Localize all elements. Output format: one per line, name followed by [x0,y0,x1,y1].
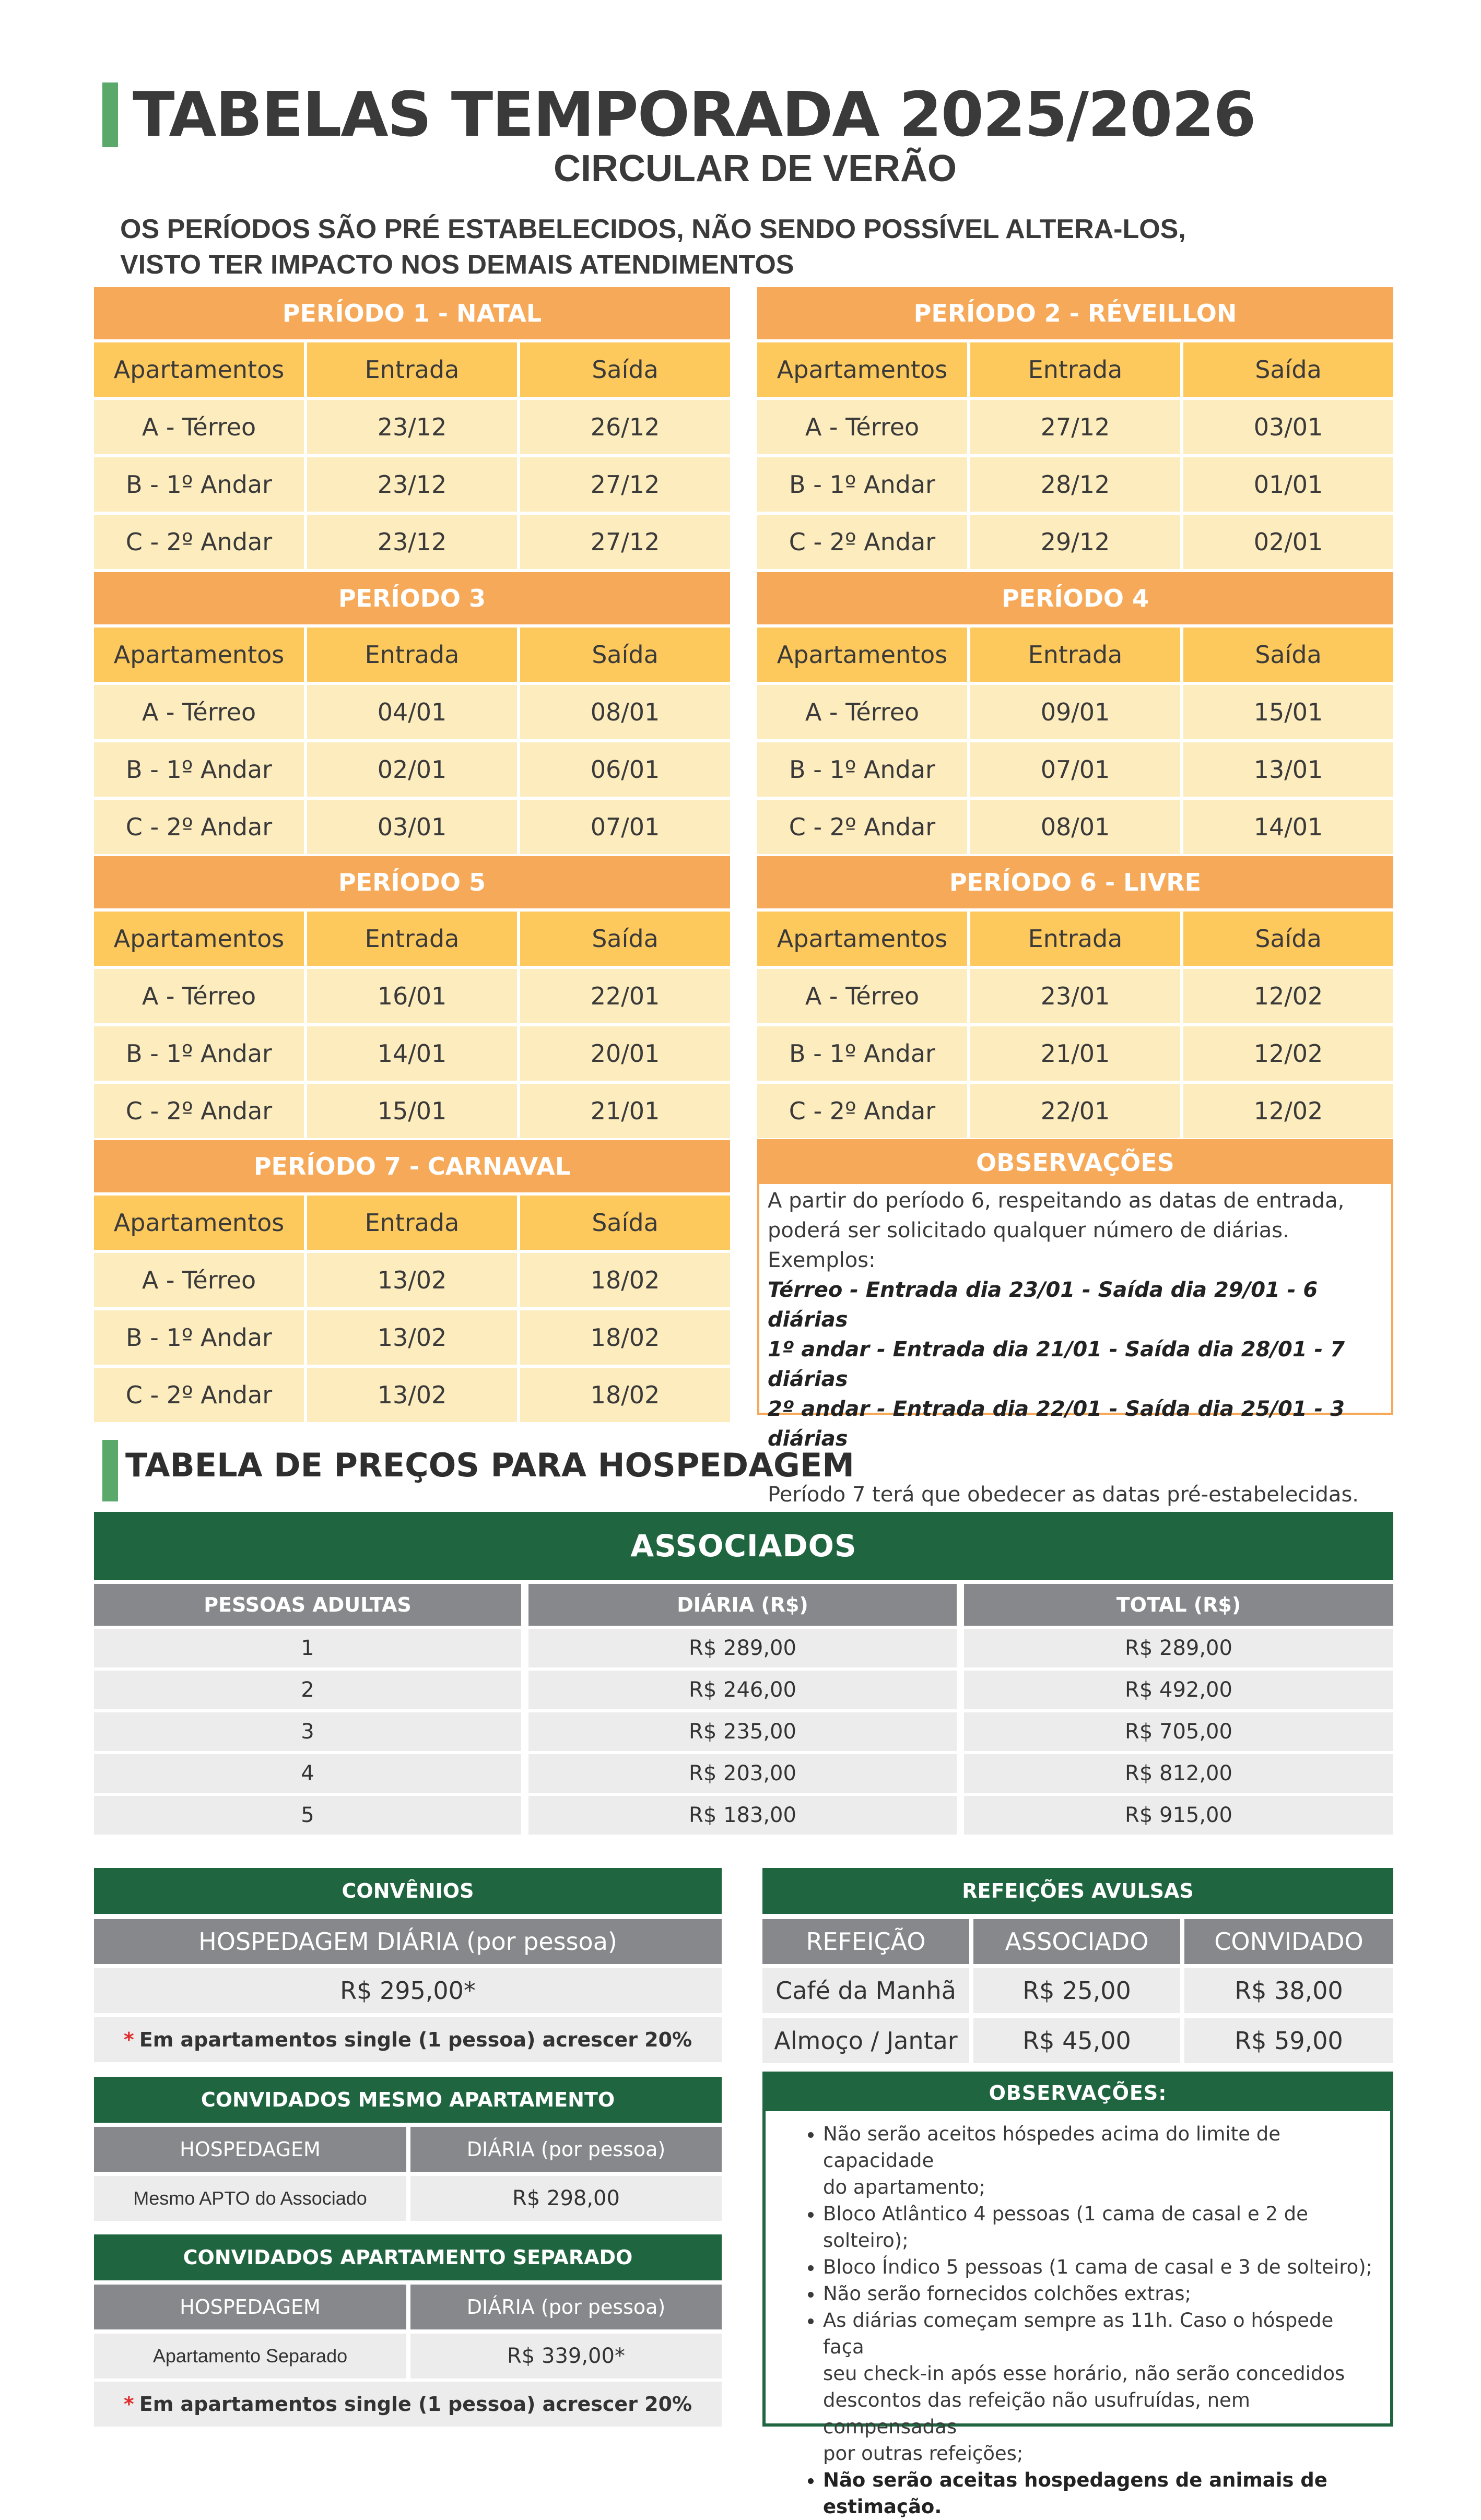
period-cell: 20/01 [520,1026,730,1081]
period-cell: A - Térreo [757,969,967,1023]
period-cell: A - Térreo [94,400,304,454]
observation-line: • Não serão aceitos hóspedes acima do limite de capacidade [823,2123,1281,2172]
period-column-header: Entrada [307,628,517,682]
periods-notice [120,211,1373,282]
period-cell: 14/01 [1183,800,1393,854]
observation-line: por outras refeições; [823,2442,1024,2465]
period-cell: B - 1º Andar [94,1026,304,1081]
period-row [757,1084,1393,1138]
period-column-header: Entrada [307,1196,517,1250]
period-table-3 [94,572,730,854]
period-column-header: Saída [1183,628,1393,682]
period-cell: 27/12 [520,515,730,569]
period-cell: B - 1º Andar [757,742,967,797]
period-row [94,1026,730,1081]
observation-line: • Bloco Índico 5 pessoas (1 cama de casal e 3 de solteiro); [823,2256,1373,2278]
period-cell: A - Térreo [757,685,967,739]
period-table-7 [94,1140,730,1422]
period-cell: C - 2º Andar [94,1084,304,1138]
associados-col-total: TOTAL (R$) [964,1584,1393,1626]
period-cell: 04/01 [307,685,517,739]
period-cell: 12/02 [1183,969,1393,1023]
period-row [757,969,1393,1023]
period-row [94,800,730,854]
period-column-header: Saída [520,1196,730,1250]
observation-line: do apartamento; [823,2176,985,2198]
obs-line: A partir do período 6, respeitando as datas de entrada, [768,1189,1345,1213]
period-cell: 23/12 [307,515,517,569]
period-cell: 29/12 [970,515,1180,569]
convidados-mesmo-diaria: R$ 298,00 [410,2176,722,2221]
refeicoes-cell: Café da Manhã [762,1968,969,2013]
period-cell: 18/02 [520,1368,730,1422]
period-header-row [94,628,730,682]
price-observations-list [766,2121,1390,2520]
associados-cell: R$ 705,00 [964,1712,1393,1751]
refeicoes-col-associado: ASSOCIADO [973,1919,1180,1964]
period-cell: 12/02 [1183,1084,1393,1138]
period-cell: C - 2º Andar [757,800,967,854]
period-column-header: Saída [520,628,730,682]
period-cell: A - Térreo [94,969,304,1023]
associados-cell: 3 [94,1712,521,1751]
obs-line: Período 7 terá que obedecer as datas pré-estabelecidas. [768,1483,1359,1507]
period-cell: 23/12 [307,457,517,512]
period-cell: 01/01 [1183,457,1393,512]
refeicoes-cell: R$ 45,00 [973,2018,1180,2063]
period-row [757,400,1393,454]
title-accent-bar [102,82,118,147]
period-cell: 21/01 [970,1026,1180,1081]
period-cell: 15/01 [1183,685,1393,739]
refeicoes-cell: Almoço / Jantar [762,2018,969,2063]
period-row [757,1026,1393,1081]
period-cell: B - 1º Andar [94,457,304,512]
period-cell: 15/01 [307,1084,517,1138]
period-cell: C - 2º Andar [757,1084,967,1138]
associados-cell: R$ 235,00 [528,1712,957,1751]
period-cell: 03/01 [1183,400,1393,454]
asterisk: * [123,2393,134,2416]
price-section-title: TABELA DE PREÇOS PARA HOSPEDAGEM [125,1446,854,1484]
associados-cell: R$ 246,00 [528,1671,957,1709]
period-cell: 13/01 [1183,742,1393,797]
period-cell: 21/01 [520,1084,730,1138]
period-cell: 28/12 [970,457,1180,512]
period-header-row [757,912,1393,966]
period-cell: 02/01 [307,742,517,797]
period-cell: C - 2º Andar [94,800,304,854]
convenios-note-text: Em apartamentos single (1 pessoa) acrescer 20% [139,2028,692,2051]
period-header-row [94,342,730,397]
period-row [94,742,730,797]
observation-line: • Não serão fornecidos colchões extras; [823,2282,1191,2305]
associados-cell: 4 [94,1754,521,1793]
associados-col-pessoas: PESSOAS ADULTAS [94,1584,521,1626]
period-column-header: Saída [1183,342,1393,397]
associados-col-diaria: DIÁRIA (R$) [528,1584,957,1626]
period-cell: 22/01 [970,1084,1180,1138]
period-column-header: Apartamentos [757,912,967,966]
period-cell: C - 2º Andar [94,1368,304,1422]
observation-item [823,2200,1374,2254]
refeicoes-col-refeicao: REFEIÇÃO [762,1919,969,1964]
convidados-mesmo-col-hospedagem: HOSPEDAGEM [94,2127,406,2172]
period-cell: B - 1º Andar [757,1026,967,1081]
convenios-note [94,2017,722,2062]
notice-line-1: OS PERÍODOS SÃO PRÉ ESTABELECIDOS, NÃO SENDO POSSÍVEL ALTERA-LOS, [120,214,1186,244]
observation-line: • Bloco Atlântico 4 pessoas (1 cama de casal e 2 de solteiro); [823,2203,1308,2252]
period-cell: 12/02 [1183,1026,1393,1081]
period-title: PERÍODO 2 - RÉVEILLON [757,287,1393,339]
period-row [94,969,730,1023]
obs-example: 2º andar - Entrada dia 22/01 - Saída dia 25/01 - 3 diárias [768,1397,1345,1451]
period-row [94,515,730,569]
period-cell: 09/01 [970,685,1180,739]
refeicoes-cell: R$ 38,00 [1184,1968,1393,2013]
period-cell: C - 2º Andar [94,515,304,569]
observation-line: descontos das refeição não usufruídas, nem compensadas [823,2389,1250,2438]
obs-line: Exemplos: [768,1248,876,1272]
associados-cell: R$ 289,00 [528,1629,957,1667]
period-cell: 27/12 [970,400,1180,454]
associados-cell: R$ 812,00 [964,1754,1393,1793]
period-header-row [757,628,1393,682]
refeicoes-title: REFEIÇÕES AVULSAS [762,1868,1393,1914]
period-title: PERÍODO 5 [94,856,730,908]
period-cell: 06/01 [520,742,730,797]
observation-item [823,2307,1374,2467]
period-cell: B - 1º Andar [757,457,967,512]
periods-observations [757,1139,1393,1507]
period-column-header: Entrada [970,912,1180,966]
period-row [757,742,1393,797]
period-title: PERÍODO 6 - LIVRE [757,856,1393,908]
period-header-row [94,1196,730,1250]
period-cell: 26/12 [520,400,730,454]
period-cell: 13/02 [307,1310,517,1365]
notice-line-2: VISTO TER IMPACTO NOS DEMAIS ATENDIMENTOS [120,250,794,280]
period-cell: 02/01 [1183,515,1393,569]
period-cell: 08/01 [520,685,730,739]
period-cell: B - 1º Andar [94,742,304,797]
convenios-value: R$ 295,00* [94,1968,722,2013]
period-cell: 18/02 [520,1253,730,1307]
observation-line: • Não serão aceitas hospedagens de animais de [823,2469,1327,2491]
period-column-header: Entrada [970,628,1180,682]
observation-item [823,2280,1374,2307]
observation-item-bold [823,2467,1374,2520]
period-table-1 [94,287,730,569]
period-title: PERÍODO 3 [94,572,730,624]
period-cell: 08/01 [970,800,1180,854]
associados-title: ASSOCIADOS [94,1512,1393,1580]
period-header-row [757,342,1393,397]
price-observations-title: OBSERVAÇÕES: [766,2075,1390,2111]
period-cell: 13/02 [307,1253,517,1307]
convidados-separado-title: CONVIDADOS APARTAMENTO SEPARADO [94,2234,722,2280]
obs-example: 1º andar - Entrada dia 21/01 - Saída dia 28/01 - 7 diárias [768,1338,1345,1391]
period-cell: 16/01 [307,969,517,1023]
period-column-header: Apartamentos [94,342,304,397]
associados-cell: R$ 289,00 [964,1629,1393,1667]
convidados-separado-diaria: R$ 339,00* [410,2334,722,2379]
convidados-mesmo-col-diaria: DIÁRIA (por pessoa) [410,2127,722,2172]
refeicoes-cell: R$ 59,00 [1184,2018,1393,2063]
period-title: PERÍODO 7 - CARNAVAL [94,1140,730,1192]
period-row [94,1310,730,1365]
page-title: TABELAS TEMPORADA 2025/2026 [133,78,1255,150]
refeicoes-cell: R$ 25,00 [973,1968,1180,2013]
associados-cell: 5 [94,1796,521,1835]
refeicoes-col-convidado: CONVIDADO [1184,1919,1393,1964]
associados-cell: R$ 492,00 [964,1671,1393,1709]
period-title: PERÍODO 1 - NATAL [94,287,730,339]
asterisk: * [123,2028,134,2051]
period-cell: A - Térreo [94,685,304,739]
period-row [757,515,1393,569]
period-table-5 [94,856,730,1138]
period-column-header: Apartamentos [94,1196,304,1250]
period-row [757,457,1393,512]
period-table-2 [757,287,1393,569]
convenios-header: HOSPEDAGEM DIÁRIA (por pessoa) [94,1919,722,1964]
associados-cell: R$ 203,00 [528,1754,957,1793]
period-table-4 [757,572,1393,854]
observation-line: seu check-in após esse horário, não serão concedidos [823,2362,1345,2385]
period-column-header: Apartamentos [94,628,304,682]
convidados-mesmo-title: CONVIDADOS MESMO APARTAMENTO [94,2077,722,2123]
period-row [94,1084,730,1138]
periods-observations-title: OBSERVAÇÕES [759,1141,1391,1184]
page-subtitle: CIRCULAR DE VERÃO [554,148,957,190]
period-cell: A - Térreo [94,1253,304,1307]
period-row [94,400,730,454]
convidados-separado-note [94,2382,722,2427]
associados-cell: 1 [94,1629,521,1667]
period-row [94,1368,730,1422]
period-cell: C - 2º Andar [757,515,967,569]
convidados-separado-hospedagem: Apartamento Separado [94,2334,406,2379]
convidados-separado-col-diaria: DIÁRIA (por pessoa) [410,2285,722,2329]
observation-item [823,2254,1374,2280]
convidados-separado-col-hospedagem: HOSPEDAGEM [94,2285,406,2329]
period-row [94,685,730,739]
observation-item [823,2121,1374,2200]
period-cell: 27/12 [520,457,730,512]
period-cell: 18/02 [520,1310,730,1365]
period-cell: 13/02 [307,1368,517,1422]
period-row [757,685,1393,739]
convidados-separado-note-text: Em apartamentos single (1 pessoa) acrescer 20% [139,2393,692,2416]
period-cell: 23/12 [307,400,517,454]
period-cell: A - Térreo [757,400,967,454]
associados-cell: R$ 915,00 [964,1796,1393,1835]
period-row [94,1253,730,1307]
period-column-header: Entrada [970,342,1180,397]
period-table-6 [757,856,1393,1138]
obs-line: poderá ser solicitado qualquer número de diárias. [768,1218,1289,1243]
period-cell: 14/01 [307,1026,517,1081]
period-cell: B - 1º Andar [94,1310,304,1365]
period-cell: 07/01 [520,800,730,854]
period-cell: 23/01 [970,969,1180,1023]
period-column-header: Apartamentos [94,912,304,966]
period-title: PERÍODO 4 [757,572,1393,624]
period-column-header: Saída [1183,912,1393,966]
price-accent-bar [102,1440,118,1501]
period-column-header: Apartamentos [757,628,967,682]
period-row [757,800,1393,854]
period-row [94,457,730,512]
obs-example: Térreo - Entrada dia 23/01 - Saída dia 29/01 - 6 diárias [768,1278,1318,1332]
period-column-header: Entrada [307,342,517,397]
period-column-header: Saída [520,342,730,397]
price-observations [762,2072,1393,2518]
period-cell: 22/01 [520,969,730,1023]
associados-cell: R$ 183,00 [528,1796,957,1835]
convenios-title: CONVÊNIOS [94,1868,722,1914]
observation-line: • As diárias começam sempre as 11h. Caso o hóspede faça [823,2309,1334,2358]
period-cell: 07/01 [970,742,1180,797]
period-column-header: Entrada [307,912,517,966]
period-header-row [94,912,730,966]
convidados-mesmo-hospedagem: Mesmo APTO do Associado [94,2176,406,2221]
period-column-header: Apartamentos [757,342,967,397]
period-cell: 03/01 [307,800,517,854]
observation-line: estimação. [823,2495,942,2518]
period-column-header: Saída [520,912,730,966]
associados-cell: 2 [94,1671,521,1709]
